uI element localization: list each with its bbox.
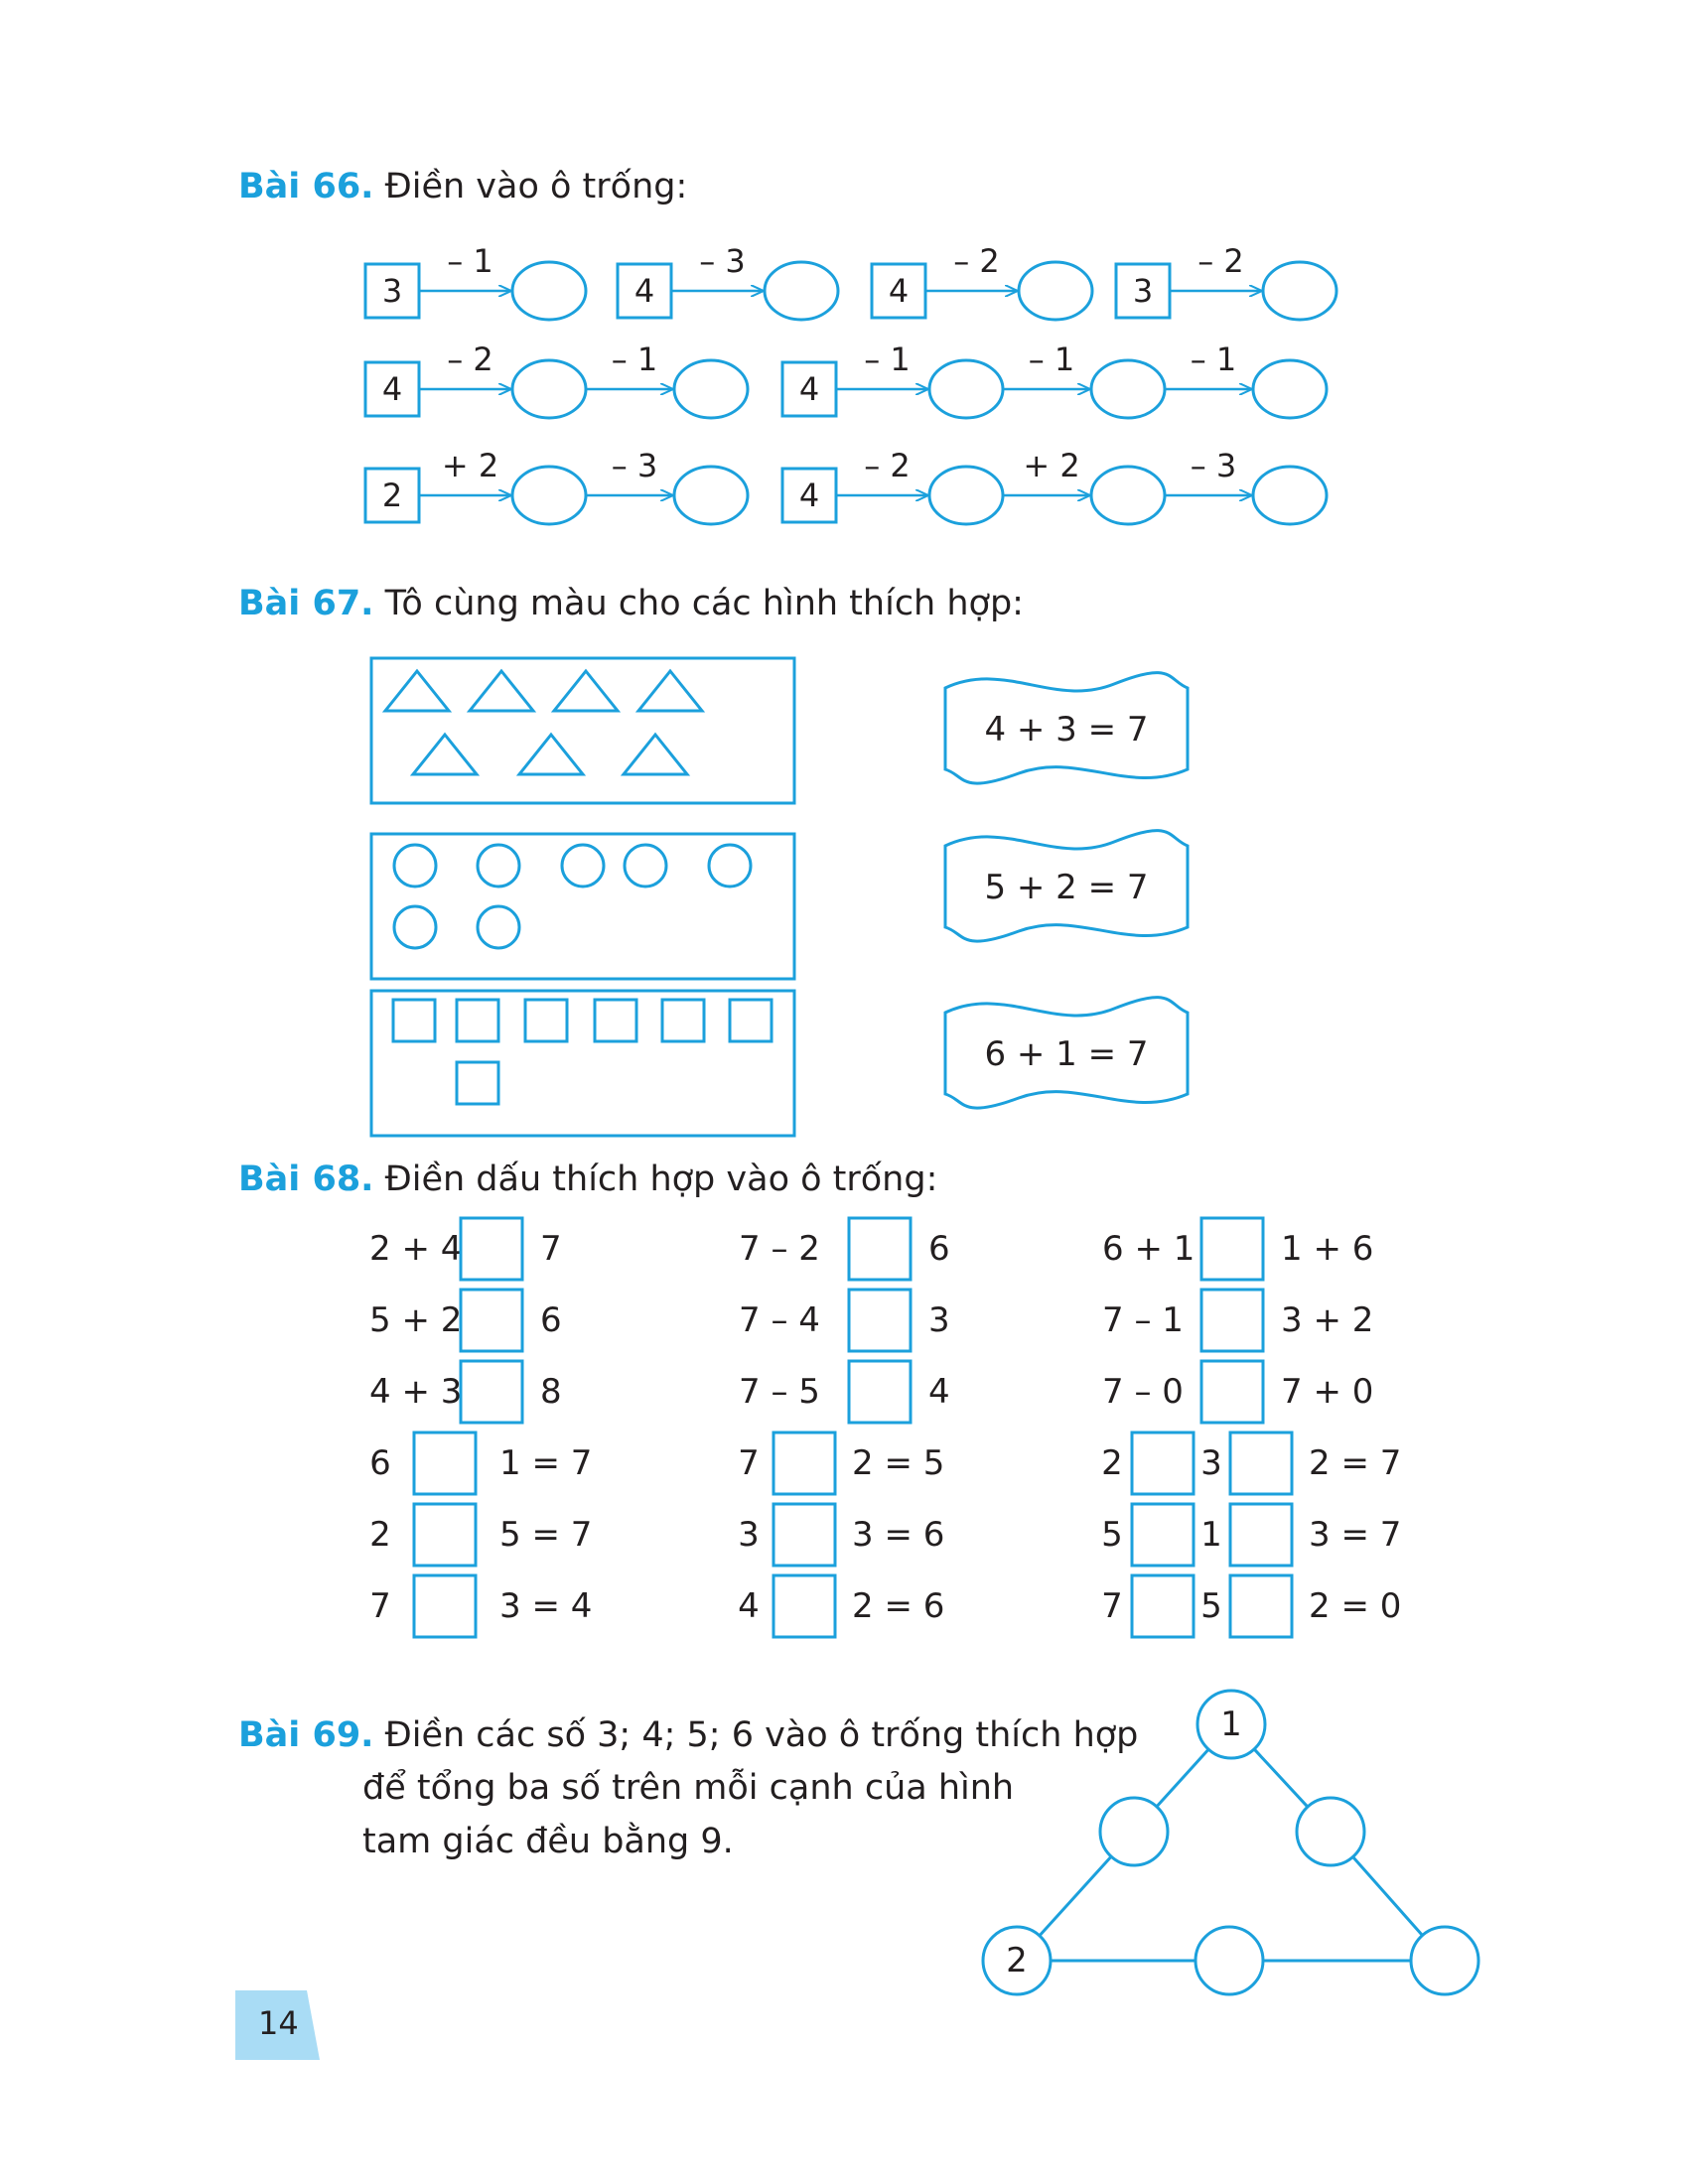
page-number-tab — [235, 1990, 320, 2060]
operation-label: – 3 — [611, 447, 658, 484]
remaining-expression: 5 = 7 — [499, 1515, 593, 1555]
triangle — [624, 735, 687, 774]
left-expression: 7 – 0 — [1102, 1372, 1184, 1412]
square — [730, 1000, 772, 1041]
first-number: 6 — [369, 1443, 391, 1483]
operation-label: – 1 — [864, 341, 911, 378]
triangle — [638, 671, 702, 711]
operation-label: – 1 — [611, 341, 658, 378]
right-expression: 4 — [928, 1372, 950, 1412]
operation-label: – 3 — [699, 242, 746, 280]
left-expression: 7 – 1 — [1102, 1300, 1184, 1340]
bai69-line-1: Điền các số 3; 4; 5; 6 vào ô trống thích hợp — [384, 1715, 1139, 1755]
sign-blank-box — [461, 1361, 522, 1423]
first-number: 4 — [738, 1586, 760, 1626]
sign-blank-box — [461, 1218, 522, 1280]
middle-number: 5 — [1200, 1586, 1222, 1626]
answer-oval — [512, 467, 586, 524]
left-expression: 5 + 2 — [369, 1300, 463, 1340]
remaining-expression: 2 = 0 — [1309, 1586, 1402, 1626]
answer-oval — [1263, 262, 1336, 320]
sign-blank-box — [849, 1361, 911, 1423]
square — [393, 1000, 435, 1041]
page-number: 14 — [258, 2004, 299, 2042]
triangle-node-br — [1411, 1927, 1478, 1994]
operation-label: – 3 — [1190, 447, 1237, 484]
bai69-line-2: để tổng ba số trên mỗi cạnh của hình — [362, 1768, 1015, 1808]
right-expression: 6 — [540, 1300, 562, 1340]
equation-text: 6 + 1 = 7 — [984, 1034, 1149, 1074]
bai69-number: Bài 69. — [238, 1715, 374, 1755]
triangle — [470, 671, 533, 711]
remaining-expression: 2 = 7 — [1309, 1443, 1402, 1483]
triangle-edge — [1254, 1749, 1308, 1807]
start-number: 4 — [381, 370, 403, 408]
sign-blank-box — [461, 1290, 522, 1351]
remaining-expression: 3 = 7 — [1309, 1515, 1402, 1555]
sign-blank-box — [1230, 1575, 1292, 1637]
answer-oval — [1253, 467, 1327, 524]
bottom-left-node-value: 2 — [1006, 1941, 1028, 1980]
answer-oval — [674, 467, 748, 524]
operation-label: – 1 — [1028, 341, 1075, 378]
sign-blank-box — [1201, 1290, 1263, 1351]
start-number: 4 — [633, 272, 655, 310]
answer-oval — [1091, 467, 1165, 524]
bai67-number: Bài 67. — [238, 584, 374, 623]
triangle-node-ml — [1100, 1798, 1168, 1865]
sign-blank-box — [774, 1575, 835, 1637]
sign-blank-box — [414, 1575, 476, 1637]
circle — [625, 845, 666, 887]
right-expression: 3 + 2 — [1281, 1300, 1374, 1340]
bai68-comparisons — [369, 1218, 1401, 1637]
left-expression: 7 – 5 — [739, 1372, 820, 1412]
operation-label: – 1 — [1190, 341, 1237, 378]
triangle-node-mr — [1297, 1798, 1364, 1865]
operation-label: – 1 — [447, 242, 493, 280]
left-expression: 6 + 1 — [1102, 1229, 1196, 1269]
sign-blank-box — [849, 1290, 911, 1351]
square — [457, 1062, 498, 1104]
first-number: 2 — [1101, 1443, 1123, 1483]
triangle-edge — [1353, 1856, 1423, 1935]
bai69-line-3: tam giác đều bằng 9. — [362, 1822, 734, 1861]
operation-label: – 2 — [953, 242, 1000, 280]
operation-label: – 2 — [1197, 242, 1244, 280]
right-expression: 1 + 6 — [1281, 1229, 1374, 1269]
circle — [394, 845, 436, 887]
triangle-node-bm — [1196, 1927, 1263, 1994]
answer-oval — [1019, 262, 1092, 320]
operation-label: – 2 — [864, 447, 911, 484]
sign-blank-box — [1230, 1504, 1292, 1566]
operation-label: + 2 — [1023, 447, 1080, 484]
left-expression: 2 + 4 — [369, 1229, 463, 1269]
triangle — [385, 671, 449, 711]
remaining-expression: 1 = 7 — [499, 1443, 593, 1483]
equation-text: 4 + 3 = 7 — [984, 710, 1149, 750]
middle-number: 1 — [1200, 1515, 1222, 1555]
sign-blank-box — [774, 1504, 835, 1566]
sign-blank-box — [414, 1433, 476, 1494]
operation-label: – 2 — [447, 341, 493, 378]
right-expression: 3 — [928, 1300, 950, 1340]
bai69-triangle — [983, 1691, 1478, 1994]
start-number: 3 — [381, 272, 403, 310]
remaining-expression: 3 = 4 — [499, 1586, 593, 1626]
first-number: 7 — [1101, 1586, 1123, 1626]
remaining-expression: 2 = 5 — [852, 1443, 945, 1483]
sign-blank-box — [774, 1433, 835, 1494]
bai68-instruction: Điền dấu thích hợp vào ô trống: — [384, 1160, 938, 1199]
answer-oval — [512, 262, 586, 320]
sign-blank-box — [1132, 1575, 1194, 1637]
answer-oval — [1091, 360, 1165, 418]
answer-oval — [1253, 360, 1327, 418]
sign-blank-box — [849, 1218, 911, 1280]
square — [662, 1000, 704, 1041]
circle — [478, 845, 519, 887]
square — [525, 1000, 567, 1041]
right-expression: 7 + 0 — [1281, 1372, 1374, 1412]
left-expression: 7 – 2 — [739, 1229, 820, 1269]
circle — [394, 906, 436, 948]
first-number: 3 — [738, 1515, 760, 1555]
start-number: 4 — [798, 477, 820, 514]
bai67-shapes — [371, 658, 1188, 1136]
sign-blank-box — [1132, 1433, 1194, 1494]
left-expression: 4 + 3 — [369, 1372, 463, 1412]
triangle-edge — [1040, 1856, 1111, 1936]
right-expression: 6 — [928, 1229, 950, 1269]
square — [595, 1000, 636, 1041]
triangle — [413, 735, 477, 774]
first-number: 5 — [1101, 1515, 1123, 1555]
first-number: 7 — [738, 1443, 760, 1483]
first-number: 7 — [369, 1586, 391, 1626]
start-number: 3 — [1132, 272, 1154, 310]
top-node-value: 1 — [1220, 1705, 1242, 1744]
sign-blank-box — [414, 1504, 476, 1566]
operation-label: + 2 — [441, 447, 499, 484]
circle — [709, 845, 751, 887]
start-number: 4 — [888, 272, 910, 310]
circle — [562, 845, 604, 887]
sign-blank-box — [1132, 1504, 1194, 1566]
remaining-expression: 3 = 6 — [852, 1515, 945, 1555]
sign-blank-box — [1201, 1361, 1263, 1423]
equation-text: 5 + 2 = 7 — [984, 868, 1149, 907]
bai68-number: Bài 68. — [238, 1160, 374, 1199]
square — [457, 1000, 498, 1041]
triangle — [519, 735, 583, 774]
circle — [478, 906, 519, 948]
shape-group-box — [371, 658, 794, 803]
right-expression: 8 — [540, 1372, 562, 1412]
start-number: 4 — [798, 370, 820, 408]
left-expression: 7 – 4 — [739, 1300, 820, 1340]
bai67-instruction: Tô cùng màu cho các hình thích hợp: — [384, 584, 1024, 623]
triangle-edge — [1157, 1749, 1208, 1807]
remaining-expression: 2 = 6 — [852, 1586, 945, 1626]
triangle — [554, 671, 618, 711]
bai66-number: Bài 66. — [238, 167, 374, 206]
bai66-chains — [365, 242, 1336, 524]
sign-blank-box — [1230, 1433, 1292, 1494]
first-number: 2 — [369, 1515, 391, 1555]
start-number: 2 — [381, 477, 403, 514]
answer-oval — [929, 467, 1003, 524]
answer-oval — [929, 360, 1003, 418]
answer-oval — [674, 360, 748, 418]
middle-number: 3 — [1200, 1443, 1222, 1483]
sign-blank-box — [1201, 1218, 1263, 1280]
answer-oval — [512, 360, 586, 418]
bai66-instruction: Điền vào ô trống: — [384, 167, 688, 206]
answer-oval — [765, 262, 838, 320]
right-expression: 7 — [540, 1229, 562, 1269]
